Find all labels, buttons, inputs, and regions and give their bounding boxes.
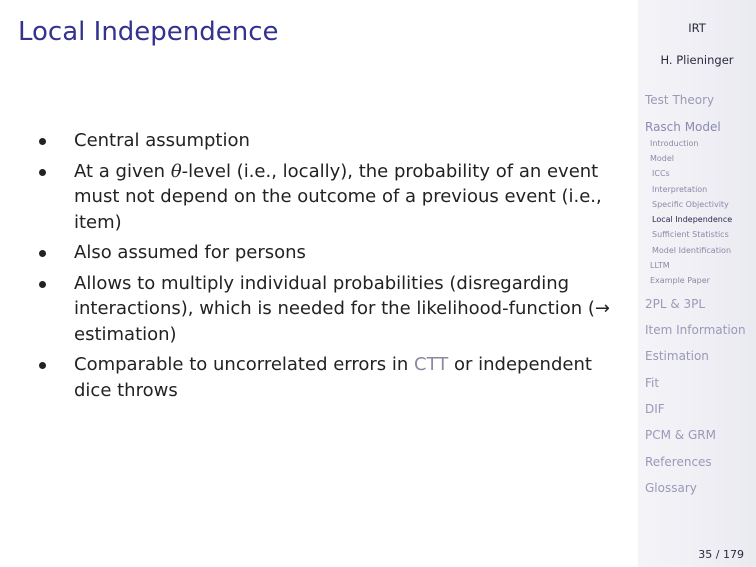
bullet-icon [39, 362, 46, 369]
sidebar-short-title[interactable]: IRT [688, 21, 706, 35]
sidebar-subsubsection-interpretation[interactable]: Interpretation [652, 185, 708, 194]
sidebar-subsubsection-iccs[interactable]: ICCs [652, 169, 670, 178]
bullet-item [38, 159, 618, 236]
bullet-text-pre: At a given [74, 160, 171, 182]
sidebar-subsection-introduction[interactable]: Introduction [650, 139, 699, 148]
slide-title: Local Independence [18, 17, 279, 47]
bullet-text-pre: Comparable to uncorrelated errors in [74, 354, 415, 375]
sidebar-section-pcm-grm[interactable]: PCM & GRM [645, 428, 716, 442]
sidebar-subsubsection-model-identification[interactable]: Model Identification [652, 246, 732, 255]
sidebar-section-2pl-3pl[interactable]: 2PL & 3PL [645, 297, 706, 311]
sidebar-subsubsection-sufficient-statistics[interactable]: Sufficient Statistics [652, 230, 729, 239]
sidebar-subsubsection-local-independence[interactable]: Local Independence [652, 215, 733, 224]
bullet-item [38, 240, 618, 266]
bullet-text: Allows to multiply individual probabilities (disregarding interactions), which is needed for the likelihood-function (→ estimation) [74, 272, 610, 345]
bullet-text-post: or independent dice throws [74, 354, 592, 401]
bullet-item [38, 352, 618, 403]
sidebar-section-rasch-model[interactable]: Rasch Model [645, 120, 721, 134]
sidebar-subsection-lltm[interactable]: LLTM [650, 261, 670, 270]
navigation-sidebar [638, 0, 756, 567]
ctt-glossary-link[interactable]: CTT [414, 354, 449, 375]
sidebar-section-fit[interactable]: Fit [645, 376, 660, 390]
bullet-icon [39, 281, 46, 288]
bullet-icon [39, 138, 46, 145]
sidebar-subsubsection-specific-objectivity[interactable]: Specific Objectivity [652, 200, 729, 209]
bullet-icon [39, 169, 46, 176]
sidebar-subsection-example-paper[interactable]: Example Paper [650, 276, 710, 285]
sidebar-section-estimation[interactable]: Estimation [645, 349, 709, 363]
sidebar-section-glossary[interactable]: Glossary [645, 481, 697, 495]
page-number: 35 / 179 [698, 548, 744, 561]
sidebar-author[interactable]: H. Plieninger [660, 53, 734, 67]
sidebar-subsection-model[interactable]: Model [650, 154, 675, 163]
bullet-item [38, 271, 618, 348]
bullet-item [38, 128, 618, 154]
sidebar-section-dif[interactable]: DIF [645, 402, 665, 416]
theta-symbol: θ [170, 160, 182, 182]
bullet-list [38, 128, 618, 408]
sidebar-section-item-information[interactable]: Item Information [645, 323, 746, 337]
bullet-icon [39, 250, 46, 257]
bullet-text: Central assumption [74, 130, 250, 151]
sidebar-section-test-theory[interactable]: Test Theory [645, 93, 715, 107]
sidebar-section-references[interactable]: References [645, 455, 712, 469]
bullet-text: Also assumed for persons [74, 242, 306, 263]
bullet-text-post: -level (i.e., locally), the probability of an event must not depend on the outcome of a previous event (i.e., item) [74, 160, 602, 233]
